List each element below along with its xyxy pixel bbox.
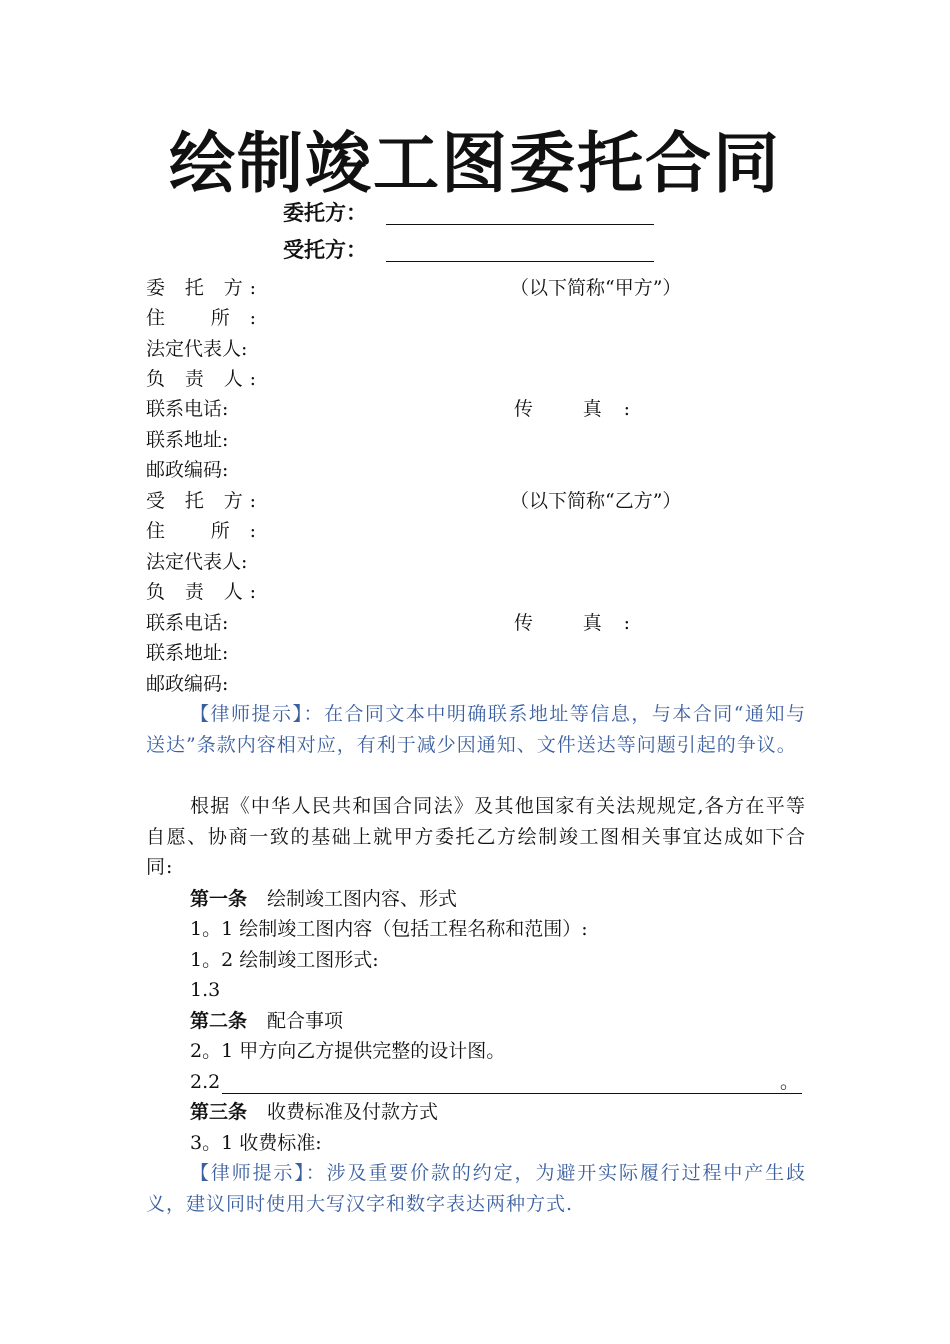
party-b-short-name: （以下简称“乙方”）	[510, 490, 682, 512]
party-b-legal-rep-row	[146, 547, 806, 577]
article-2-heading-row	[190, 1006, 805, 1036]
party-b-person-label: 负 责 人:	[146, 581, 256, 603]
article-1-item-2: 1。2 绘制竣工图形式:	[190, 949, 379, 971]
cover-contractor-line	[283, 233, 367, 267]
cover-contractor-blank[interactable]	[386, 261, 654, 262]
contract-intro: 根据《中华人民共和国合同法》及其他国家有关法规规定,各方在平等自愿、协商一致的基础上就甲方委托乙方绘制竣工图相关事宜达成如下合同:	[146, 795, 806, 878]
article-2-item-1: 2。1 甲方向乙方提供完整的设计图。	[190, 1040, 506, 1062]
lawyer-hint-price: 【律师提示】：涉及重要价款的约定，为避开实际履行过程中产生歧义，建议同时使用大写汉字和数字表达两种方式.	[146, 1162, 806, 1215]
party-b-fax-label: 传 真:	[514, 612, 630, 634]
cover-client-blank[interactable]	[386, 224, 654, 225]
article-3-item-1: 3。1 收费标准:	[190, 1132, 322, 1154]
party-b-phone-label: 联系电话:	[146, 612, 229, 634]
party-b-name-label: 受 托 方:	[146, 490, 256, 512]
article-1-heading-row	[190, 884, 805, 914]
cover-contractor-label: 受托方：	[283, 237, 367, 262]
party-b-contact-addr-label: 联系地址:	[146, 642, 229, 664]
article-3-heading-row	[190, 1097, 805, 1127]
cover-client-label: 委托方：	[283, 200, 367, 225]
party-b-address-row	[146, 516, 806, 546]
party-a-postcode-row	[146, 455, 806, 485]
party-b-name-row	[146, 486, 806, 516]
party-a-phone-label: 联系电话:	[146, 398, 229, 420]
party-a-legal-rep-label: 法定代表人:	[146, 338, 248, 360]
party-a-person-label: 负 责 人:	[146, 368, 256, 390]
article-2-title: 配合事项	[267, 1010, 344, 1032]
party-a-postcode-label: 邮政编码:	[146, 459, 229, 481]
party-b-fax	[514, 608, 630, 638]
article-2-item-2-row	[190, 1067, 805, 1097]
party-a-contact-addr-label: 联系地址:	[146, 429, 229, 451]
party-a-phone-row	[146, 394, 806, 424]
party-a-address-label: 住 所:	[146, 307, 256, 329]
article-1-title: 绘制竣工图内容、形式	[267, 888, 458, 910]
cover-client-line	[283, 196, 367, 230]
party-b-address-label: 住 所:	[146, 520, 256, 542]
party-a-address-row	[146, 303, 806, 333]
lawyer-hint-contact: 【律师提示】：在合同文本中明确联系地址等信息，与本合同“通知与送达”条款内容相对应，有利于减少因通知、文件送达等问题引起的争议。	[146, 703, 806, 756]
party-a-legal-rep-row	[146, 334, 806, 364]
article-1-item-1: 1。1 绘制竣工图内容（包括工程名称和范围）:	[190, 918, 588, 940]
document-title: 绘制竣工图委托合同	[169, 124, 781, 202]
party-b-postcode-row	[146, 669, 806, 699]
party-b-contact-addr-row	[146, 638, 806, 668]
article-3-heading: 第三条	[190, 1101, 248, 1123]
party-a-name-row	[146, 273, 806, 303]
party-a-fax-label: 传 真:	[514, 398, 630, 420]
party-a-fax	[514, 394, 630, 424]
party-a-contact-addr-row	[146, 425, 806, 455]
party-b-postcode-label: 邮政编码:	[146, 673, 229, 695]
party-a-short-name: （以下简称“甲方”）	[510, 277, 682, 299]
article-2-item-2-end: 。	[779, 1071, 799, 1093]
article-2-heading: 第二条	[190, 1010, 248, 1032]
party-b-person-row	[146, 577, 806, 607]
article-2-item-2-blank[interactable]	[222, 1093, 802, 1094]
party-b-legal-rep-label: 法定代表人:	[146, 551, 248, 573]
party-a-person-row	[146, 364, 806, 394]
article-1-item-3: 1.3	[190, 979, 221, 1001]
party-b-phone-row	[146, 608, 806, 638]
article-1-heading: 第一条	[190, 888, 248, 910]
article-2-item-2: 2.2	[190, 1071, 221, 1093]
party-a-name-label: 委 托 方:	[146, 277, 256, 299]
article-3-title: 收费标准及付款方式	[267, 1101, 439, 1123]
